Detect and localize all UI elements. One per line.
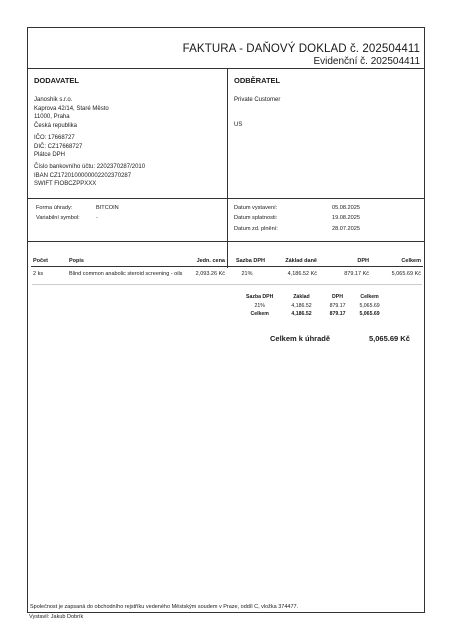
supplier-bank-account: Číslo bankovního účtu: 2202370287/2010 bbox=[34, 164, 146, 170]
invoice-header bbox=[183, 43, 420, 68]
customer-name: Private Customer bbox=[234, 97, 281, 103]
supplier-vat-payer: Plátce DPH bbox=[34, 152, 66, 158]
supplier-country: Česká republika bbox=[34, 122, 78, 129]
customer-country: US bbox=[234, 122, 243, 128]
variable-symbol-value: - bbox=[96, 215, 98, 222]
item-vat: 879.17 Kč bbox=[344, 270, 369, 277]
sum-total-label: Celkem bbox=[250, 311, 269, 318]
sum-total-base: 4,186.52 bbox=[291, 311, 312, 318]
supplier-dic: DIČ: CZ17668727 bbox=[34, 143, 83, 150]
issue-date-value: 05.08.2025 bbox=[332, 205, 360, 211]
sum-total-total: 5,065.69 bbox=[359, 311, 380, 318]
items-bottom-divider bbox=[32, 284, 422, 285]
payment-labels bbox=[36, 203, 80, 224]
item-total: 5,065.69 Kč bbox=[391, 270, 421, 277]
items-table bbox=[31, 255, 423, 280]
col-vat-rate: Sazba DPH bbox=[235, 257, 265, 264]
supplier-ico: IČO: 17668727 bbox=[34, 135, 75, 141]
col-total: Celkem bbox=[401, 257, 421, 264]
party-divider bbox=[227, 68, 228, 268]
supplier-bank bbox=[34, 163, 145, 189]
customer-heading: ODBĚRATEL bbox=[234, 76, 281, 85]
payment-method-label: Forma úhrady: bbox=[36, 205, 73, 211]
vat-summary-row bbox=[242, 302, 384, 311]
col-unit-price: Jedn. cena bbox=[196, 257, 225, 264]
sum-vat: 879.17 bbox=[329, 302, 346, 309]
items-header-row bbox=[31, 255, 423, 267]
variable-symbol-label: Variabilní symbol: bbox=[36, 215, 80, 222]
date-values bbox=[332, 203, 360, 234]
sum-total: 5,065.69 bbox=[359, 302, 380, 309]
item-unit-price: 2,093.26 Kč bbox=[195, 270, 225, 277]
grand-total-label: Celkem k úhradě bbox=[270, 334, 331, 343]
invoice-title: FAKTURA - DAŇOVÝ DOKLAD č. 202504411 bbox=[182, 43, 420, 55]
item-description: Blind common anabolic steroid screening - oils bbox=[69, 270, 183, 277]
header-divider bbox=[28, 68, 424, 69]
vat-summary-table bbox=[242, 293, 384, 319]
item-quantity: 2 ks bbox=[33, 270, 44, 277]
supplier-swift: SWIFT FIOBCZPPXXX bbox=[34, 181, 97, 187]
sum-col-base: Základ bbox=[293, 294, 310, 301]
vat-summary-total-row bbox=[242, 310, 384, 319]
date-labels bbox=[234, 203, 278, 234]
items-top-divider bbox=[28, 241, 424, 242]
item-tax-base: 4,186.52 Kč bbox=[287, 270, 317, 277]
due-date-value: 19.08.2025 bbox=[332, 215, 360, 222]
payment-method-value: BITCOIN bbox=[96, 205, 119, 211]
supplier-heading: DODAVATEL bbox=[34, 76, 79, 85]
registry-note: Společnost je zapsaná do obchodního rejstříku vedeného Městským soudem v Praze, oddíl C, vložka 374477. bbox=[30, 604, 299, 610]
sum-col-vat: DPH bbox=[332, 294, 343, 301]
sum-total-vat: 879.17 bbox=[329, 311, 346, 318]
details-divider bbox=[28, 198, 424, 199]
supplier-iban: IBAN CZ1720100000002202370287 bbox=[34, 172, 132, 179]
col-tax-base: Základ daně bbox=[285, 257, 317, 264]
payment-values bbox=[96, 203, 119, 224]
supplier-address bbox=[34, 96, 109, 130]
col-quantity: Počet bbox=[33, 257, 48, 264]
vat-summary-header bbox=[242, 293, 384, 302]
issue-date-label: Datum vystavení: bbox=[234, 205, 278, 211]
supplier-name: Janoshik s.r.o. bbox=[34, 97, 73, 103]
sum-rate: 21% bbox=[254, 302, 265, 309]
invoice-page bbox=[27, 27, 425, 613]
sum-col-total: Celkem bbox=[360, 294, 379, 301]
taxable-date-value: 28.07.2025 bbox=[332, 225, 360, 232]
evidence-number: Evidenční č. 202504411 bbox=[313, 56, 420, 67]
col-vat: DPH bbox=[357, 257, 369, 264]
sum-col-rate: Sazba DPH bbox=[246, 294, 274, 301]
col-description: Popis bbox=[69, 257, 84, 264]
item-vat-rate: 21% bbox=[241, 270, 253, 277]
supplier-street: Kaprova 42/14, Staré Město bbox=[34, 105, 109, 112]
table-row bbox=[31, 267, 423, 281]
taxable-date-label: Datum zd. plnění: bbox=[234, 225, 278, 232]
due-date-label: Datum splatnosti: bbox=[234, 215, 278, 222]
grand-total-value: 5,065.69 Kč bbox=[369, 334, 410, 343]
issued-by: Vystavil: Jakub Dobrík bbox=[29, 614, 84, 620]
supplier-tax-ids bbox=[34, 134, 82, 160]
supplier-city: 11000, Praha bbox=[34, 114, 70, 120]
sum-base: 4,186.52 bbox=[291, 302, 312, 309]
